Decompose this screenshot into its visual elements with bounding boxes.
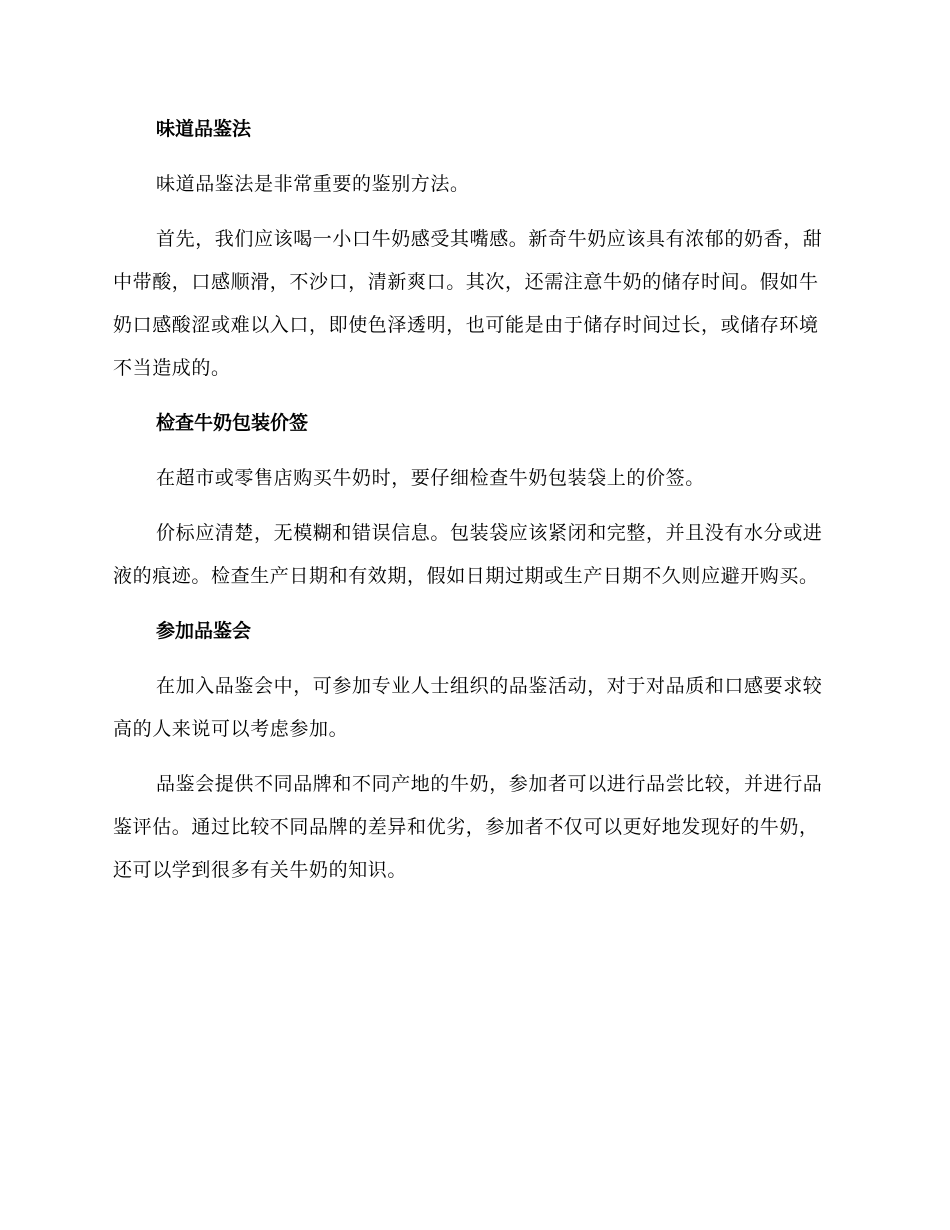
section-check-label [113, 402, 831, 598]
document-page [113, 108, 831, 904]
paragraph: 味道品鉴法是非常重要的鉴别方法。 [156, 173, 470, 195]
section-taste-method [113, 108, 831, 390]
section-heading: 参加品鉴会 [156, 620, 252, 642]
section-tasting-event [113, 610, 831, 892]
paragraph: 品鉴会提供不同品牌和不同产地的牛奶，参加者可以进行品尝比较，并进行品鉴评估。通过比较不同品牌的差异和优劣，参加者不仅可以更好地发现好的牛奶，还可以学到很多有关牛奶的知识。 [113, 773, 823, 881]
paragraph: 价标应清楚，无模糊和错误信息。包装袋应该紧闭和完整，并且没有水分或进液的痕迹。检查生产日期和有效期，假如日期过期或生产日期不久则应避开购买。 [113, 522, 823, 587]
paragraph: 在超市或零售店购买牛奶时，要仔细检查牛奶包装袋上的价签。 [156, 467, 705, 489]
section-heading: 检查牛奶包装价签 [156, 412, 309, 434]
section-heading: 味道品鉴法 [156, 118, 252, 140]
paragraph: 首先，我们应该喝一小口牛奶感受其嘴感。新奇牛奶应该具有浓郁的奶香，甜中带酸，口感顺滑，不沙口，清新爽口。其次，还需注意牛奶的储存时间。假如牛奶口感酸涩或难以入口，即使色泽透明，也可能是由于储存时间过长，或储存环境不当造成的。 [113, 228, 823, 379]
paragraph: 在加入品鉴会中，可参加专业人士组织的品鉴活动，对于对品质和口感要求较高的人来说可以考虑参加。 [113, 675, 823, 740]
